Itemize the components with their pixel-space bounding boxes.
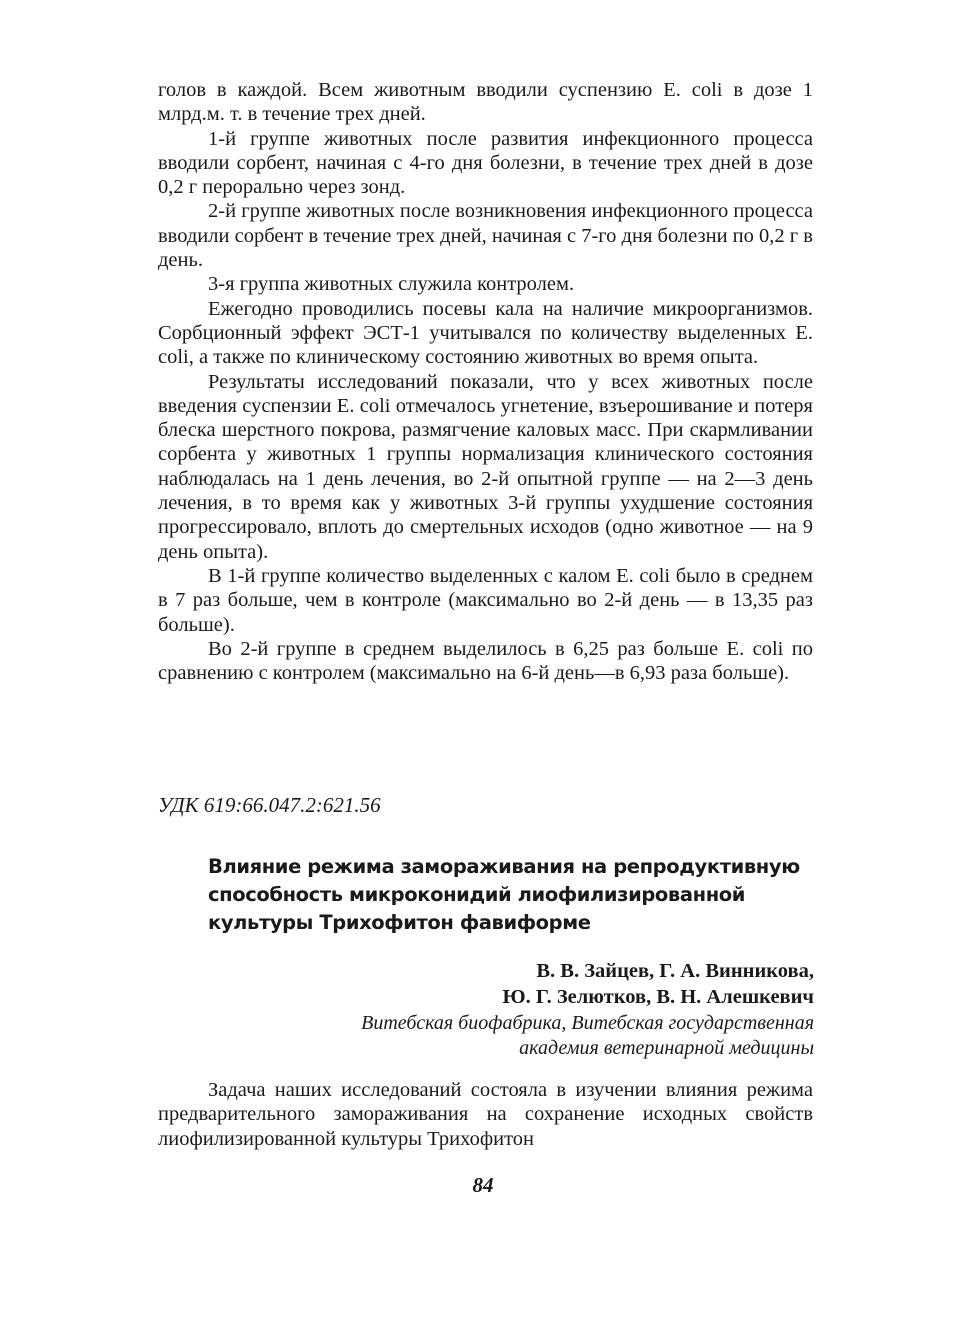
authors: [503, 958, 814, 1010]
affiliation-line-2: академия ветеринарной медицины: [519, 1037, 814, 1059]
authors-line-2: Ю. Г. Зелютков, В. Н. Алешкевич: [502, 986, 814, 1008]
udk-code: УДК 619:66.047.2:621.56: [158, 793, 381, 817]
paragraph-group-3: 3-я группа животных служила контролем.: [208, 273, 575, 296]
paragraph-methods: Ежегодно проводились посевы кала на наличие микроорганизмов. Сорбционный эффект ЭСТ-1 учитывался по количеству выделенных E. coli, а также по клиническому состоянию животных во время опыта.: [158, 297, 813, 369]
authors-line-1: В. В. Зайцев, Г. А. Винникова,: [536, 960, 814, 982]
intro-text: [158, 1078, 813, 1151]
paragraph-results-group-1: В 1-й группе количество выделенных с калом E. coli было в среднем в 7 раз больше, чем в контроле (максимально во 2-й день — в 13,35 раз больше).: [158, 564, 813, 636]
intro-paragraph: Задача наших исследований состояла в изучении влияния режима предварительного замораживания на сохранение исходных свойств лиофилизированной культуры Трихофитон: [158, 1079, 813, 1150]
paragraph-group-1: 1-й группе животных после развития инфекционного процесса вводили сорбент, начиная с 4-го дня болезни, в течение трех дней в дозе 0,2 г перорально через зонд.: [158, 127, 813, 199]
affiliation-line-1: Витебская биофабрика, Витебская государственная: [361, 1012, 814, 1034]
affiliation: [361, 1011, 814, 1061]
page-number: 84: [472, 1173, 494, 1197]
paragraph-group-2: 2-й группе животных после возникновения инфекционного процесса вводили сорбент в течение трех дней, начиная с 7-го дня болезни по 0,2 г в день.: [158, 200, 813, 272]
paragraph-continuation: голов в каждой. Всем животным вводили суспензию E. coli в дозе 1 млрд.м. т. в течение трех дней.: [158, 79, 813, 126]
body-text: [158, 78, 813, 685]
paragraph-results-group-2: Во 2-й группе в среднем выделилось в 6,25 раз больше E. coli по сравнению с контролем (максимально на 6-й день—в 6,93 раза больше).: [158, 637, 813, 685]
article-title: Влияние режима замораживания на репродуктивную способность микроконидий лиофилизированной культуры Трихофитон фавиформе: [208, 855, 800, 934]
paragraph-results: Результаты исследований показали, что у всех животных после введения суспензии E. coli отмечалось угнетение, взъерошивание и потеря блеска шерстного покрова, размягчение каловых масс. При скармливании сорбента у животных 1 группы нормализация клинического состояния наблюдалась на 1 день лечения, во 2-й опытной группе — на 2—3 день лечения, в то время как у животных 3-й группы ухудшение состояния прогрессировало, вплоть до смертельных исходов (одно животное — на 9 день опыта).: [158, 370, 813, 563]
